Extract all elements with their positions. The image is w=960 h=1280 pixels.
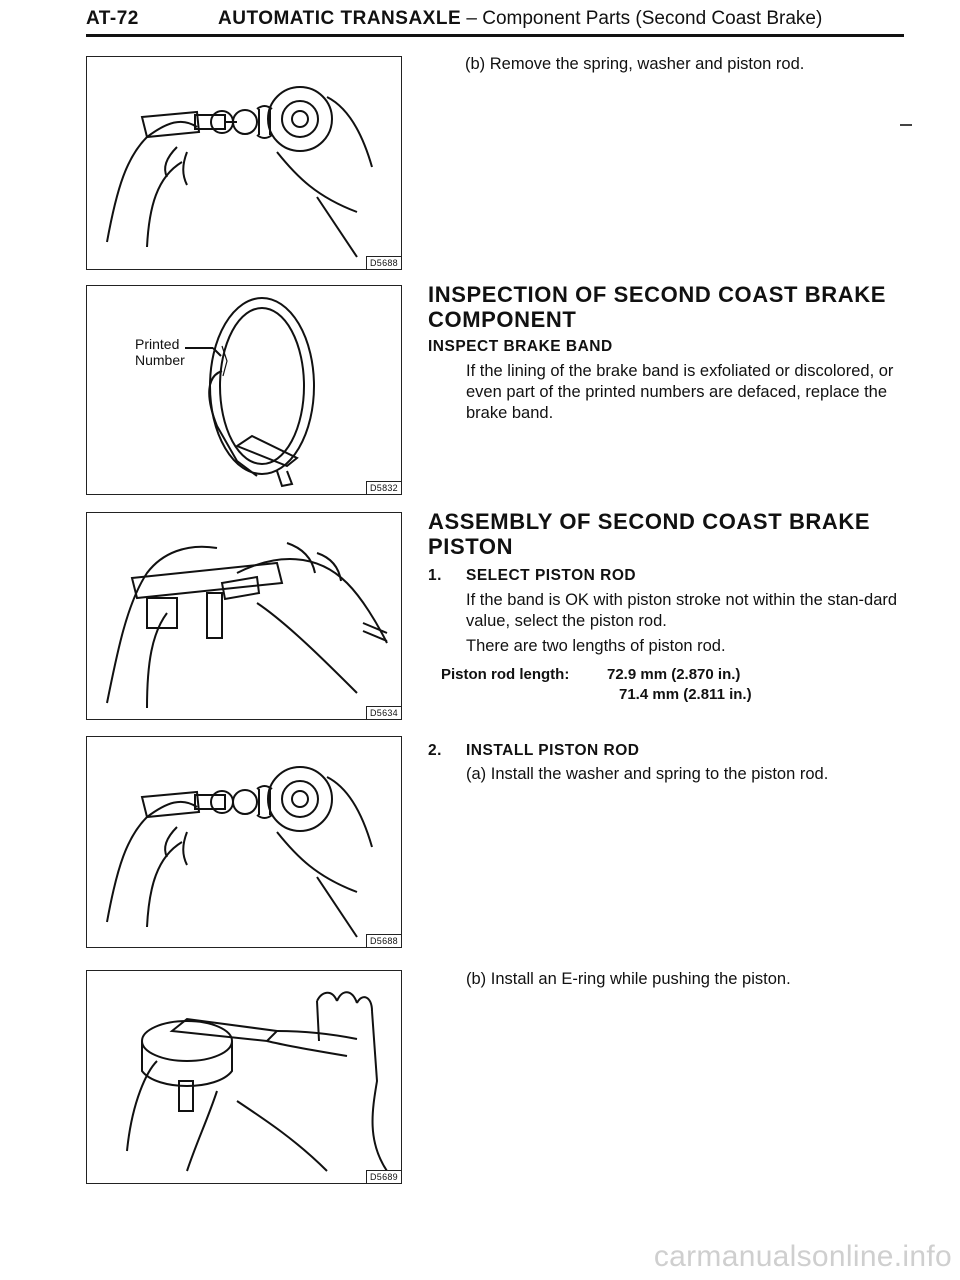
step-2-a: (a) Install the washer and spring to the piston rod. <box>466 765 829 783</box>
figure-code: D5689 <box>366 1170 401 1183</box>
figure-measure-caliper <box>86 512 402 720</box>
figure-remove-spring <box>86 56 402 270</box>
figure-install-washer <box>86 736 402 948</box>
step-2-number: 2. <box>428 742 442 759</box>
printed-number-callout: Printed Number <box>135 336 185 368</box>
illustration-caliper <box>87 513 401 719</box>
step-1-number: 1. <box>428 567 442 584</box>
figure-code: D5634 <box>366 706 401 719</box>
watermark: carmanualsonline.info <box>653 1240 952 1273</box>
illustration-brake-band <box>87 286 401 494</box>
inspect-band-body: If the lining of the brake band is exfoliated or discolored, or even part of the printed numbers are defaced, replace the brake band. <box>466 362 894 422</box>
figure-brake-band <box>86 285 402 495</box>
inspection-section-title: INSPECTION OF SECOND COAST BRAKE COMPONENT <box>428 282 887 332</box>
figure-code: D5832 <box>366 481 401 494</box>
page-number: AT-72 <box>86 8 139 29</box>
spec-label: Piston rod length: <box>441 666 570 683</box>
illustration-hands-piston-rod <box>87 57 401 269</box>
step-2-title: INSTALL PISTON ROD <box>466 742 640 759</box>
spec-value-1: 72.9 mm (2.870 in.) <box>607 666 741 683</box>
illustration-pliers-ering <box>87 971 401 1183</box>
figure-code: D5688 <box>366 934 401 947</box>
step-1-body: If the band is OK with piston stroke not within the stan-dard value, select the piston rod. <box>466 591 898 630</box>
step-2-b: (b) Install an E-ring while pushing the piston. <box>466 970 791 988</box>
figure-install-ering <box>86 970 402 1184</box>
step-1-body-2: There are two lengths of piston rod. <box>466 637 726 655</box>
illustration-hands-piston-rod <box>87 737 401 947</box>
margin-mark <box>900 124 912 126</box>
step-1-title: SELECT PISTON ROD <box>466 567 637 584</box>
title-rest: – Component Parts (Second Coast Brake) <box>461 8 823 29</box>
figure-code: D5688 <box>366 256 401 269</box>
assembly-section-title: ASSEMBLY OF SECOND COAST BRAKE PISTON <box>428 509 871 559</box>
page-title <box>218 8 822 30</box>
title-bold: AUTOMATIC TRANSAXLE <box>218 8 462 29</box>
inspect-band-title: INSPECT BRAKE BAND <box>428 338 613 355</box>
step-b-remove: (b) Remove the spring, washer and piston rod. <box>465 55 805 73</box>
spec-value-2: 71.4 mm (2.811 in.) <box>619 686 752 703</box>
page-header <box>86 4 904 37</box>
